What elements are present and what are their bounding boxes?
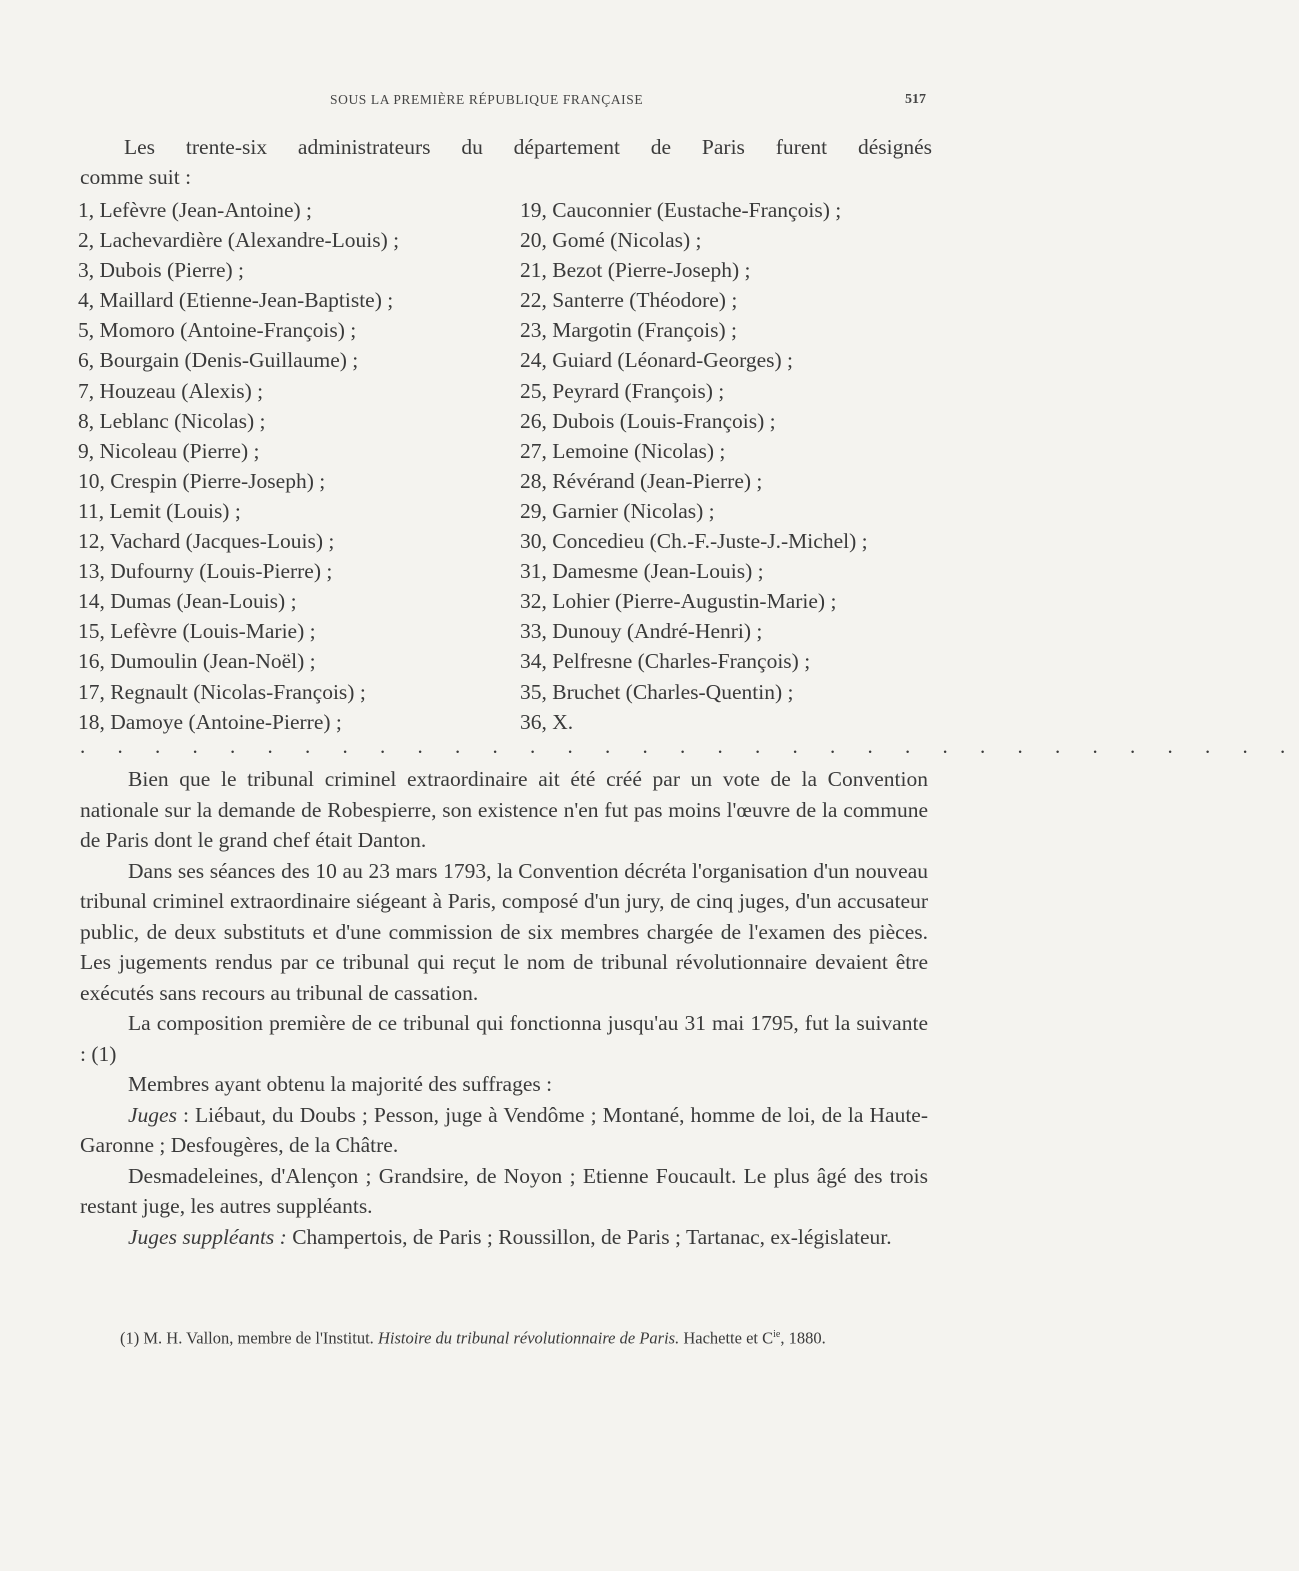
- paragraph: Membres ayant obtenu la majorité des suffrages :: [128, 1072, 553, 1096]
- judges-label: Juges: [128, 1102, 177, 1127]
- administrators-list-left: [78, 195, 508, 737]
- administrator-entry: 12, Vachard (Jacques-Louis) ;: [78, 529, 335, 554]
- administrator-entry: 1, Lefèvre (Jean-Antoine) ;: [78, 198, 313, 222]
- intro-line-1: Les trente-six administrateurs du département de Paris furent désignés: [124, 135, 932, 159]
- administrator-entry: 23, Margotin (François) ;: [520, 318, 737, 343]
- administrator-entry: 20, Gomé (Nicolas) ;: [520, 228, 702, 253]
- administrator-entry: 32, Lohier (Pierre-Augustin-Marie) ;: [520, 589, 837, 614]
- administrator-entry: 6, Bourgain (Denis-Guillaume) ;: [78, 348, 359, 373]
- administrators-list-right: [520, 195, 940, 737]
- footnote-sup: ie: [773, 1329, 781, 1340]
- administrator-entry: 31, Damesme (Jean-Louis) ;: [520, 559, 764, 584]
- administrator-entry: 3, Dubois (Pierre) ;: [78, 258, 244, 283]
- administrator-entry: 15, Lefèvre (Louis-Marie) ;: [78, 619, 316, 644]
- administrator-entry: 17, Regnault (Nicolas-François) ;: [78, 679, 366, 704]
- footnote: [80, 1323, 928, 1351]
- footnote-title: Histoire du tribunal révolutionnaire de Paris.: [377, 1328, 680, 1348]
- substitute-judges-label: Juges suppléants :: [128, 1224, 287, 1249]
- administrator-entry: 7, Houzeau (Alexis) ;: [78, 378, 264, 403]
- administrator-entry: 29, Garnier (Nicolas) ;: [520, 498, 715, 523]
- intro-line-2: comme suit :: [80, 165, 192, 189]
- paragraph-substitute-judges: [80, 1222, 928, 1253]
- paragraph: La composition première de ce tribunal qui fonctionna jusqu'au 31 mai 1795, fut la suivante : (1): [80, 1011, 928, 1066]
- administrator-entry: 8, Leblanc (Nicolas) ;: [78, 408, 266, 433]
- administrator-entry: 10, Crespin (Pierre-Joseph) ;: [78, 468, 326, 493]
- paragraph: Bien que le tribunal criminel extraordinaire ait été créé par un vote de la Convention nationale sur la demande de Robespierre, son existence n'en fut pas moins l'œuvre de la commune de Paris dont le grand chef était Danton.: [80, 767, 928, 852]
- administrator-entry: 34, Pelfresne (Charles-François) ;: [520, 649, 811, 674]
- administrator-entry: 2, Lachevardière (Alexandre-Louis) ;: [78, 228, 400, 253]
- administrator-entry: 4, Maillard (Etienne-Jean-Baptiste) ;: [78, 288, 394, 313]
- footnote-prefix: (1) M. H. Vallon, membre de l'Institut.: [120, 1328, 378, 1348]
- paragraph: Dans ses séances des 10 au 23 mars 1793, la Convention décréta l'organisation d'un nouveau tribunal criminel extraordinaire siégeant à Paris, composé d'un jury, de cinq juges, d'un accusateur public, de deux substituts et d'une commission de six membres chargée de l'examen des pièces. Les jugements rendus par ce tribunal qui reçut le nom de tribunal révolutionnaire devaient être exécutés sans recours au tribunal de cassation.: [80, 858, 928, 1005]
- running-title: SOUS LA PREMIÈRE RÉPUBLIQUE FRANÇAISE: [330, 92, 644, 107]
- administrator-entry: 35, Bruchet (Charles-Quentin) ;: [520, 679, 794, 704]
- administrator-entry: 5, Momoro (Antoine-François) ;: [78, 318, 357, 343]
- page-number: 517: [905, 92, 926, 107]
- administrator-entry: 28, Révérand (Jean-Pierre) ;: [520, 468, 763, 493]
- administrator-entry: 21, Bezot (Pierre-Joseph) ;: [520, 258, 751, 283]
- paragraph-judges: [80, 1100, 928, 1161]
- administrator-entry: 18, Damoye (Antoine-Pierre) ;: [78, 709, 342, 734]
- separator-dots: . . . . . . . . . . . . . . . . . . . . . . . . . . . . . . . . .: [80, 734, 1299, 758]
- paragraph: Desmadeleines, d'Alençon ; Grandsire, de Noyon ; Etienne Foucault. Le plus âgé des trois restant juge, les autres suppléants.: [80, 1163, 928, 1218]
- administrator-entry: 11, Lemit (Louis) ;: [78, 498, 241, 523]
- judges-text: : Liébaut, du Doubs ; Pesson, juge à Vendôme ; Montané, homme de loi, de la Haute-Garonne ; Desfougères, de la Châtre.: [80, 1102, 928, 1157]
- administrator-entry: 36, X.: [520, 709, 574, 734]
- intro-paragraph: [80, 132, 932, 192]
- administrator-entry: 13, Dufourny (Louis-Pierre) ;: [78, 559, 333, 584]
- footnote-end: , 1880.: [780, 1328, 826, 1348]
- administrator-entry: 22, Santerre (Théodore) ;: [520, 288, 738, 313]
- footnote-suffix: Hachette et C: [679, 1328, 774, 1348]
- administrator-entry: 27, Lemoine (Nicolas) ;: [520, 438, 726, 463]
- administrator-entry: 33, Dunouy (André-Henri) ;: [520, 619, 763, 644]
- substitute-judges-text: Champertois, de Paris ; Roussillon, de Paris ; Tartanac, ex-législateur.: [286, 1224, 892, 1249]
- administrator-entry: 9, Nicoleau (Pierre) ;: [78, 438, 260, 463]
- administrator-entry: 19, Cauconnier (Eustache-François) ;: [520, 198, 842, 222]
- administrator-entry: 24, Guiard (Léonard-Georges) ;: [520, 348, 794, 373]
- administrator-entry: 30, Concedieu (Ch.-F.-Juste-J.-Michel) ;: [520, 529, 868, 554]
- administrator-entry: 16, Dumoulin (Jean-Noël) ;: [78, 649, 316, 674]
- administrator-entry: 25, Peyrard (François) ;: [520, 378, 725, 403]
- body-text: [80, 764, 928, 1252]
- administrator-entry: 26, Dubois (Louis-François) ;: [520, 408, 776, 433]
- administrator-entry: 14, Dumas (Jean-Louis) ;: [78, 589, 297, 614]
